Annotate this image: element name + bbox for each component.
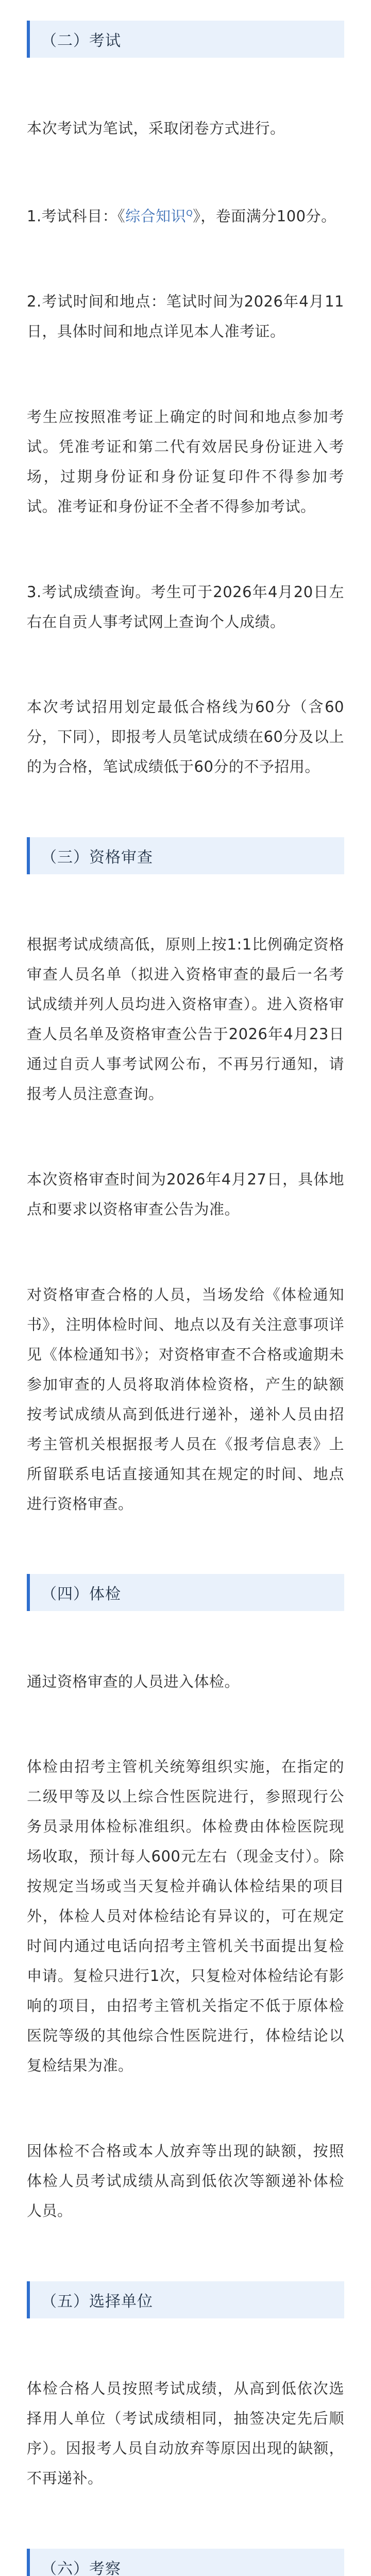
search-link-icon[interactable]: Q	[186, 208, 193, 218]
paragraph: 体检由招考主管机关统筹组织实施，在指定的二级甲等及以上综合性医院进行，参照现行公务员录用体检标准组织。体检费由体检医院现场收取，预计每人600元左右（现金支付）。除按规定当场或当天复检并确认体检结果的项目外，体检人员对体检结论有异议的，可在规定时间内通过电话向招考主管机关书面提出复检申请。复检只进行1次，只复检对体检结论有影响的项目，由招考主管机关指定不低于原体检医院等级的其他综合性医院进行，体检结论以复检结果为准。	[27, 1758, 344, 2075]
paragraph-text: 》，卷面满分100分。	[193, 207, 336, 225]
paragraph: 考生应按照准考证上确定的时间和地点参加考试。凭准考证和第二代有效居民身份证进入考场，过期身份证和身份证复印件不得参加考试。准考证和身份证不全者不得参加考试。	[27, 408, 344, 516]
paragraph: 2.考试时间和地点：笔试时间为2026年4月11日，具体时间和地点详见本人准考证。	[27, 293, 344, 341]
paragraph: 根据考试成绩高低，原则上按1:1比例确定资格审查人员名单（拟进入资格审查的最后一名考试成绩并列人员均进入资格审查）。进入资格审查人员名单及资格审查公告于2026年4月23日通过自贡人事考试网公布，不再另行通知，请报考人员注意查询。	[27, 936, 344, 1103]
section-heading: （四）体检	[27, 1574, 344, 1611]
subject-link[interactable]: 综合知识	[125, 207, 187, 225]
paragraph-text: 1.考试科目：《	[27, 207, 126, 225]
paragraph: 本次资格审查时间为2026年4月27日，具体地点和要求以资格审查公告为准。	[27, 1171, 344, 1218]
section-heading: （五）选择单位	[27, 2281, 344, 2318]
paragraph: 因体检不合格或本人放弃等出现的缺额，按照体检人员考试成绩从高到低依次等额递补体检人员。	[27, 2142, 344, 2219]
section-heading: （二）考试	[27, 21, 344, 58]
paragraph: 体检合格人员按照考试成绩，从高到低依次选择用人单位（考试成绩相同，抽签决定先后顺序）。因报考人员自动放弃等原因出现的缺额，不再递补。	[27, 2380, 344, 2487]
paragraph-with-link	[27, 198, 344, 231]
paragraph: 本次考试招用划定最低合格线为60分（含60分，下同），即报考人员笔试成绩在60分及以上的为合格，笔试成绩低于60分的不予招用。	[27, 698, 344, 776]
section-heading: （六）考察	[27, 2549, 344, 2576]
paragraph: 本次考试为笔试，采取闭卷方式进行。	[27, 119, 285, 137]
paragraph: 通过资格审查的人员进入体检。	[27, 1672, 240, 1690]
paragraph: 3.考试成绩查询。考生可于2026年4月20日左右在自贡人事考试网上查询个人成绩。	[27, 583, 344, 631]
section-heading: （三）资格审查	[27, 837, 344, 874]
paragraph: 对资格审查合格的人员，当场发给《体检通知书》，注明体检时间、地点以及有关注意事项详见《体检通知书》；对资格审查不合格或逾期未参加审查的人员将取消体检资格，产生的缺额按考试成绩从高到低进行递补，递补人员由招考主管机关根据报考人员在《报考信息表》上所留联系电话直接通知其在规定的时间、地点进行资格审查。	[27, 1285, 344, 1513]
